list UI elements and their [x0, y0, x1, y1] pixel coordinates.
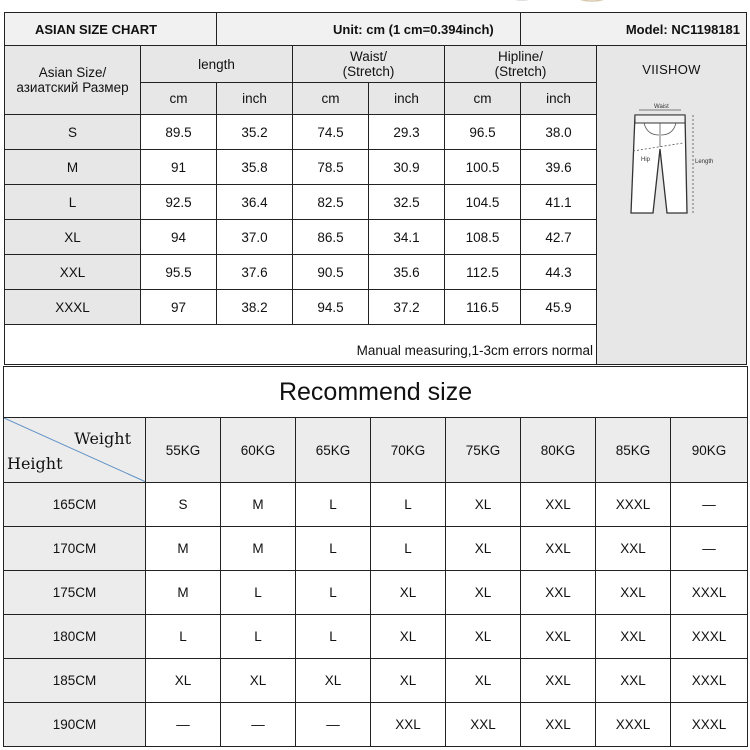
recommended-size-cell: XXXL [596, 703, 671, 747]
waist-inch-cell: 37.2 [369, 290, 445, 325]
table-row [4, 571, 748, 615]
length-cm-cell: 91 [141, 150, 217, 185]
table-row [4, 703, 748, 747]
table-row [4, 615, 748, 659]
recommended-size-cell: L [221, 615, 296, 659]
height-cell: 170CM [4, 527, 146, 571]
recommended-size-cell: S [146, 483, 221, 527]
recommended-size-cell: XL [146, 659, 221, 703]
recommended-size-cell: — [671, 527, 748, 571]
hip-cm-cell: 104.5 [445, 185, 521, 220]
height-axis-label: Height [7, 454, 63, 473]
pants-diagram [617, 101, 727, 217]
recommended-size-cell: XXXL [671, 571, 748, 615]
height-cell: 165CM [4, 483, 146, 527]
hip-header-line2: (Stretch) [494, 64, 547, 79]
unit-label: Unit: cm (1 cm=0.394inch) [217, 13, 521, 46]
length-cm-cell: 92.5 [141, 185, 217, 220]
recommended-size-cell: L [296, 483, 371, 527]
height-cell: 190CM [4, 703, 146, 747]
waist-cm-cell: 94.5 [293, 290, 369, 325]
hip-inch-cell: 41.1 [521, 185, 597, 220]
hip-inch-cell: 42.7 [521, 220, 597, 255]
length-inch-cell: 38.2 [217, 290, 293, 325]
waist-inch-header: inch [369, 83, 445, 115]
size-cell: XXXL [5, 290, 141, 325]
length-cm-header: cm [141, 83, 217, 115]
recommended-size-cell: M [221, 483, 296, 527]
waist-cm-header: cm [293, 83, 369, 115]
recommended-size-cell: XXXL [671, 659, 748, 703]
weight-header: 65KG [296, 418, 371, 483]
recommended-size-cell: L [221, 571, 296, 615]
hip-cm-cell: 108.5 [445, 220, 521, 255]
size-cell: XXL [5, 255, 141, 290]
table-row [4, 527, 748, 571]
waist-inch-cell: 32.5 [369, 185, 445, 220]
size-chart-header-row [5, 13, 747, 46]
height-cell: 180CM [4, 615, 146, 659]
hip-cm-cell: 112.5 [445, 255, 521, 290]
length-cm-cell: 97 [141, 290, 217, 325]
waist-cm-cell: 82.5 [293, 185, 369, 220]
size-cell: XL [5, 220, 141, 255]
height-cell: 175CM [4, 571, 146, 615]
recommended-size-cell: XL [371, 659, 446, 703]
hip-cm-cell: 96.5 [445, 115, 521, 150]
weight-header: 90KG [671, 418, 748, 483]
size-column-header [5, 46, 141, 115]
weight-axis-label: Weight [74, 429, 131, 448]
waist-cm-cell: 90.5 [293, 255, 369, 290]
length-inch-header: inch [217, 83, 293, 115]
brand-cell [597, 46, 747, 365]
recommended-size-cell: XL [371, 615, 446, 659]
recommended-size-cell: XXL [596, 571, 671, 615]
hip-header [445, 46, 597, 83]
recommended-size-cell: XXXL [671, 703, 748, 747]
recommended-size-cell: XL [371, 571, 446, 615]
size-cell: L [5, 185, 141, 220]
recommended-size-cell: XXL [596, 615, 671, 659]
hip-inch-cell: 44.3 [521, 255, 597, 290]
waist-inch-cell: 30.9 [369, 150, 445, 185]
weight-header: 55KG [146, 418, 221, 483]
recommended-size-cell: — [221, 703, 296, 747]
length-header: length [141, 46, 293, 83]
diagram-hip-label: Hip [640, 157, 650, 163]
waist-header [293, 46, 445, 83]
waist-inch-cell: 35.6 [369, 255, 445, 290]
weight-header-row [4, 418, 748, 483]
model-label: Model: NC1198181 [521, 13, 747, 46]
diagram-waist-label: Waist [653, 104, 669, 110]
recommended-size-cell: XL [446, 527, 521, 571]
length-cm-cell: 94 [141, 220, 217, 255]
waist-inch-cell: 34.1 [369, 220, 445, 255]
table-row [4, 659, 748, 703]
length-cm-cell: 95.5 [141, 255, 217, 290]
recommended-size-cell: XL [446, 571, 521, 615]
size-header-line2: азиатский Размер [16, 80, 129, 95]
hip-header-line1: Hipline/ [497, 49, 544, 64]
recommended-size-cell: XXXL [671, 615, 748, 659]
recommended-size-cell: XL [446, 615, 521, 659]
recommended-size-cell: — [671, 483, 748, 527]
recommended-size-cell: XXL [596, 527, 671, 571]
recommended-size-cell: XXL [521, 571, 596, 615]
length-inch-cell: 36.4 [217, 185, 293, 220]
recommend-title: Recommend size [4, 367, 748, 418]
weight-header: 85KG [596, 418, 671, 483]
group-header-row [5, 46, 747, 83]
length-inch-cell: 35.2 [217, 115, 293, 150]
recommended-size-cell: XXL [521, 483, 596, 527]
recommended-size-cell: XXXL [596, 483, 671, 527]
recommended-size-cell: XXL [596, 659, 671, 703]
recommended-size-cell: M [146, 571, 221, 615]
recommend-title-row [4, 367, 748, 418]
recommended-size-cell: XXL [521, 527, 596, 571]
length-inch-cell: 37.6 [217, 255, 293, 290]
waist-cm-cell: 86.5 [293, 220, 369, 255]
weight-header: 60KG [221, 418, 296, 483]
waist-inch-cell: 29.3 [369, 115, 445, 150]
length-inch-cell: 35.8 [217, 150, 293, 185]
recommended-size-cell: L [296, 571, 371, 615]
decorative-circles [500, 0, 620, 6]
size-chart-table [4, 12, 747, 365]
weight-header: 70KG [371, 418, 446, 483]
waist-header-line2: (Stretch) [342, 64, 395, 79]
recommended-size-cell: L [371, 483, 446, 527]
recommend-size-table [3, 366, 748, 747]
hip-cm-header: cm [445, 83, 521, 115]
size-cell: S [5, 115, 141, 150]
hip-inch-cell: 39.6 [521, 150, 597, 185]
recommended-size-cell: XXL [521, 615, 596, 659]
recommended-size-cell: XL [221, 659, 296, 703]
diagram-length-label: Length [694, 159, 713, 165]
hip-inch-header: inch [521, 83, 597, 115]
length-cm-cell: 89.5 [141, 115, 217, 150]
recommended-size-cell: XL [446, 483, 521, 527]
waist-cm-cell: 78.5 [293, 150, 369, 185]
hip-cm-cell: 116.5 [445, 290, 521, 325]
recommended-size-cell: — [296, 703, 371, 747]
weight-height-corner-cell [4, 418, 146, 483]
recommended-size-cell: — [146, 703, 221, 747]
height-cell: 185CM [4, 659, 146, 703]
size-cell: M [5, 150, 141, 185]
size-header-line1: Asian Size/ [38, 65, 107, 80]
recommended-size-cell: L [296, 527, 371, 571]
recommended-size-cell: L [146, 615, 221, 659]
hip-inch-cell: 38.0 [521, 115, 597, 150]
recommended-size-cell: XXL [521, 659, 596, 703]
length-inch-cell: 37.0 [217, 220, 293, 255]
brand-name: VIISHOW [642, 62, 701, 77]
recommended-size-cell: M [146, 527, 221, 571]
weight-header: 75KG [446, 418, 521, 483]
recommended-size-cell: L [296, 615, 371, 659]
recommended-size-cell: L [371, 527, 446, 571]
table-row [4, 483, 748, 527]
recommended-size-cell: M [221, 527, 296, 571]
waist-cm-cell: 74.5 [293, 115, 369, 150]
recommended-size-cell: XL [296, 659, 371, 703]
recommended-size-cell: XXL [521, 703, 596, 747]
weight-header: 80KG [521, 418, 596, 483]
hip-cm-cell: 100.5 [445, 150, 521, 185]
hip-inch-cell: 45.9 [521, 290, 597, 325]
waist-header-line1: Waist/ [350, 49, 387, 64]
recommended-size-cell: XL [446, 659, 521, 703]
recommended-size-cell: XXL [446, 703, 521, 747]
measuring-note: Manual measuring,1-3cm errors normal [5, 325, 597, 365]
recommended-size-cell: XXL [371, 703, 446, 747]
size-chart-title: ASIAN SIZE CHART [5, 13, 217, 46]
